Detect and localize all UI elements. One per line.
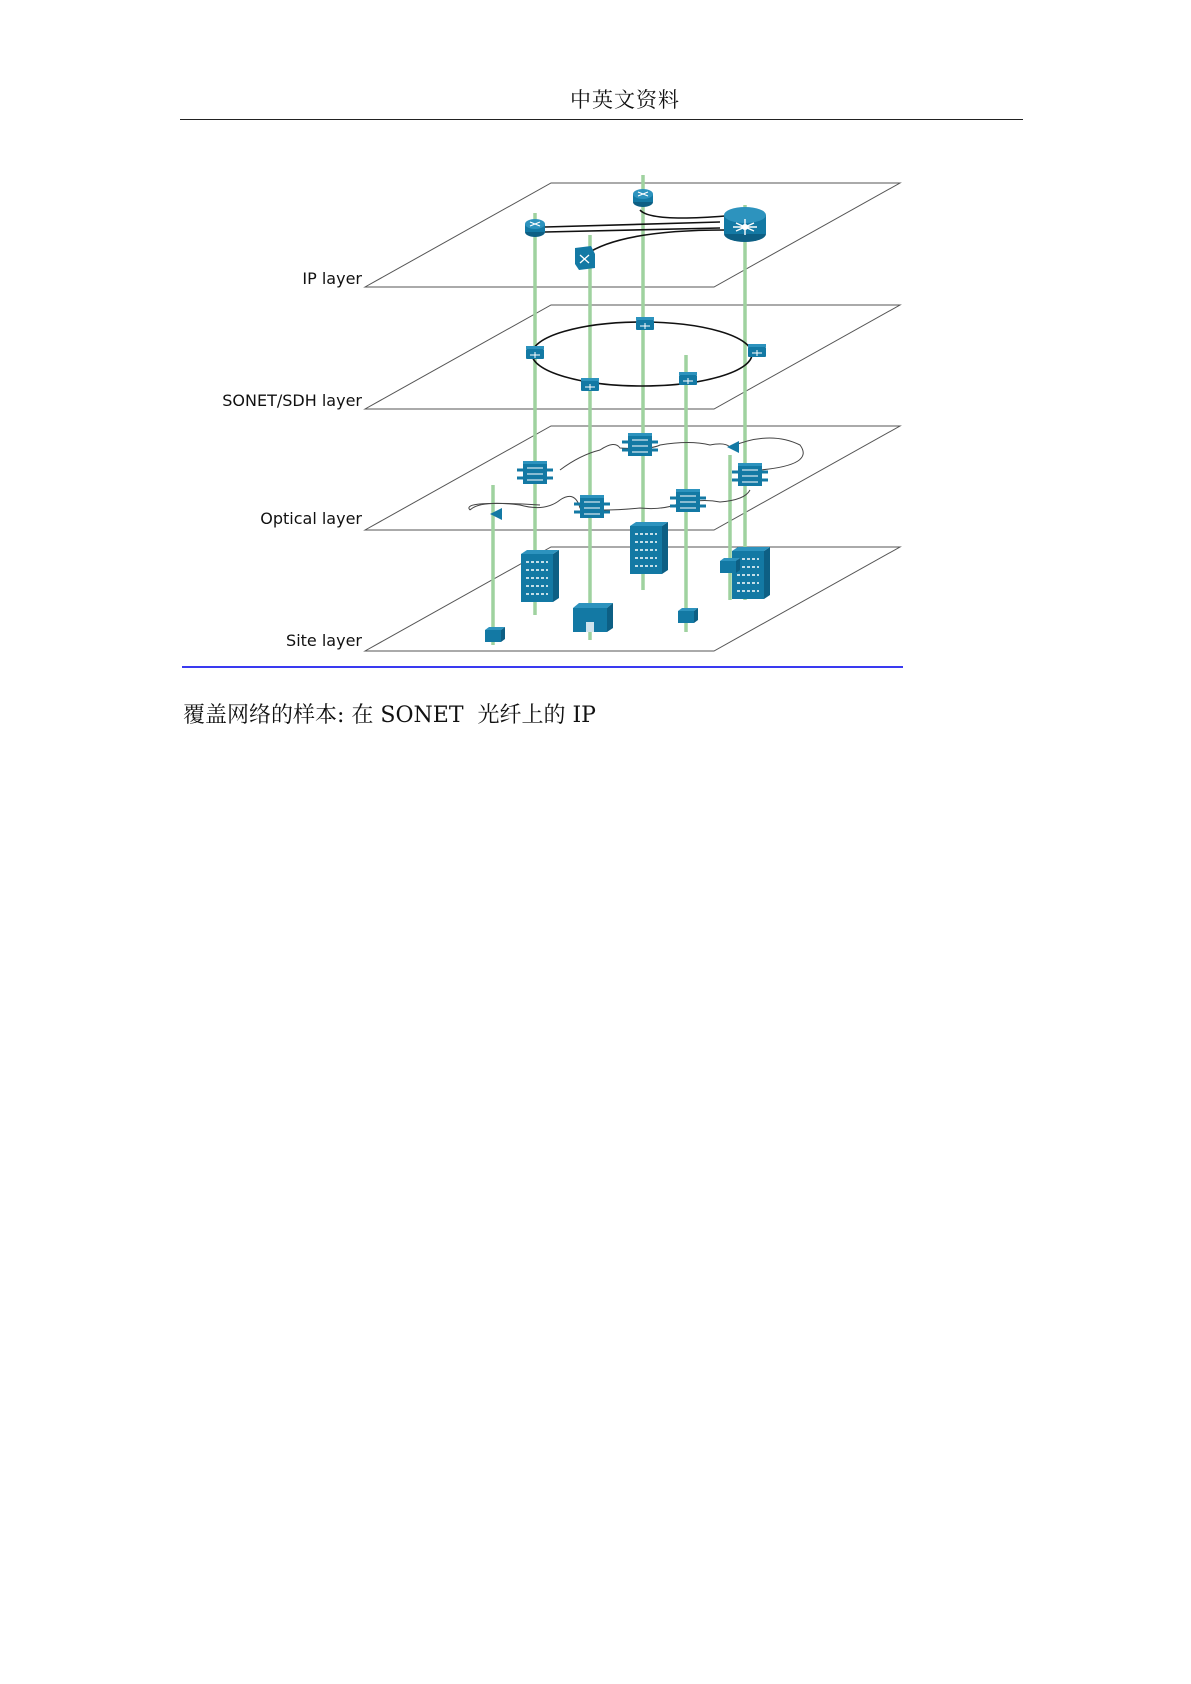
office-building-icon xyxy=(732,547,770,599)
office-building-icon xyxy=(630,522,668,574)
sonet-mux-icon xyxy=(526,346,544,359)
sonet-layer-plane xyxy=(365,305,900,409)
layer-planes xyxy=(365,183,900,651)
sonet-mux-icon xyxy=(748,344,766,357)
figure-caption: 覆盖网络的样本: 在 SONET 光纤上的 IP xyxy=(183,703,596,728)
figure-divider xyxy=(182,666,903,668)
optical-crossconnect-icon xyxy=(622,433,658,456)
optical-amplifier-icon xyxy=(727,441,739,453)
office-building-icon xyxy=(521,550,559,602)
small-office-icon xyxy=(678,608,698,623)
small-office-icon xyxy=(720,558,740,573)
router-icon xyxy=(633,189,653,207)
page-header: 中英文资料 xyxy=(570,88,680,112)
multilayer-switch-icon xyxy=(724,207,766,242)
optical-crossconnect-icon xyxy=(732,463,768,486)
sonet-layer-label: SONET/SDH layer xyxy=(222,391,362,410)
sonet-mux-icon xyxy=(636,317,654,330)
router-icon xyxy=(525,219,545,237)
sonet-mux-icon xyxy=(581,378,599,391)
ip-layer-plane xyxy=(365,183,900,287)
optical-crossconnect-icon xyxy=(517,461,553,484)
site-layer-label: Site layer xyxy=(286,631,362,650)
network-layers-diagram xyxy=(0,0,1191,700)
ip-layer-label: IP layer xyxy=(302,269,362,288)
small-office-icon xyxy=(485,627,505,642)
optical-layer-label: Optical layer xyxy=(260,509,362,528)
atm-switch-icon xyxy=(575,246,595,270)
ip-links xyxy=(545,210,725,255)
sonet-mux-icon xyxy=(679,372,697,385)
small-office-icon xyxy=(573,603,613,632)
